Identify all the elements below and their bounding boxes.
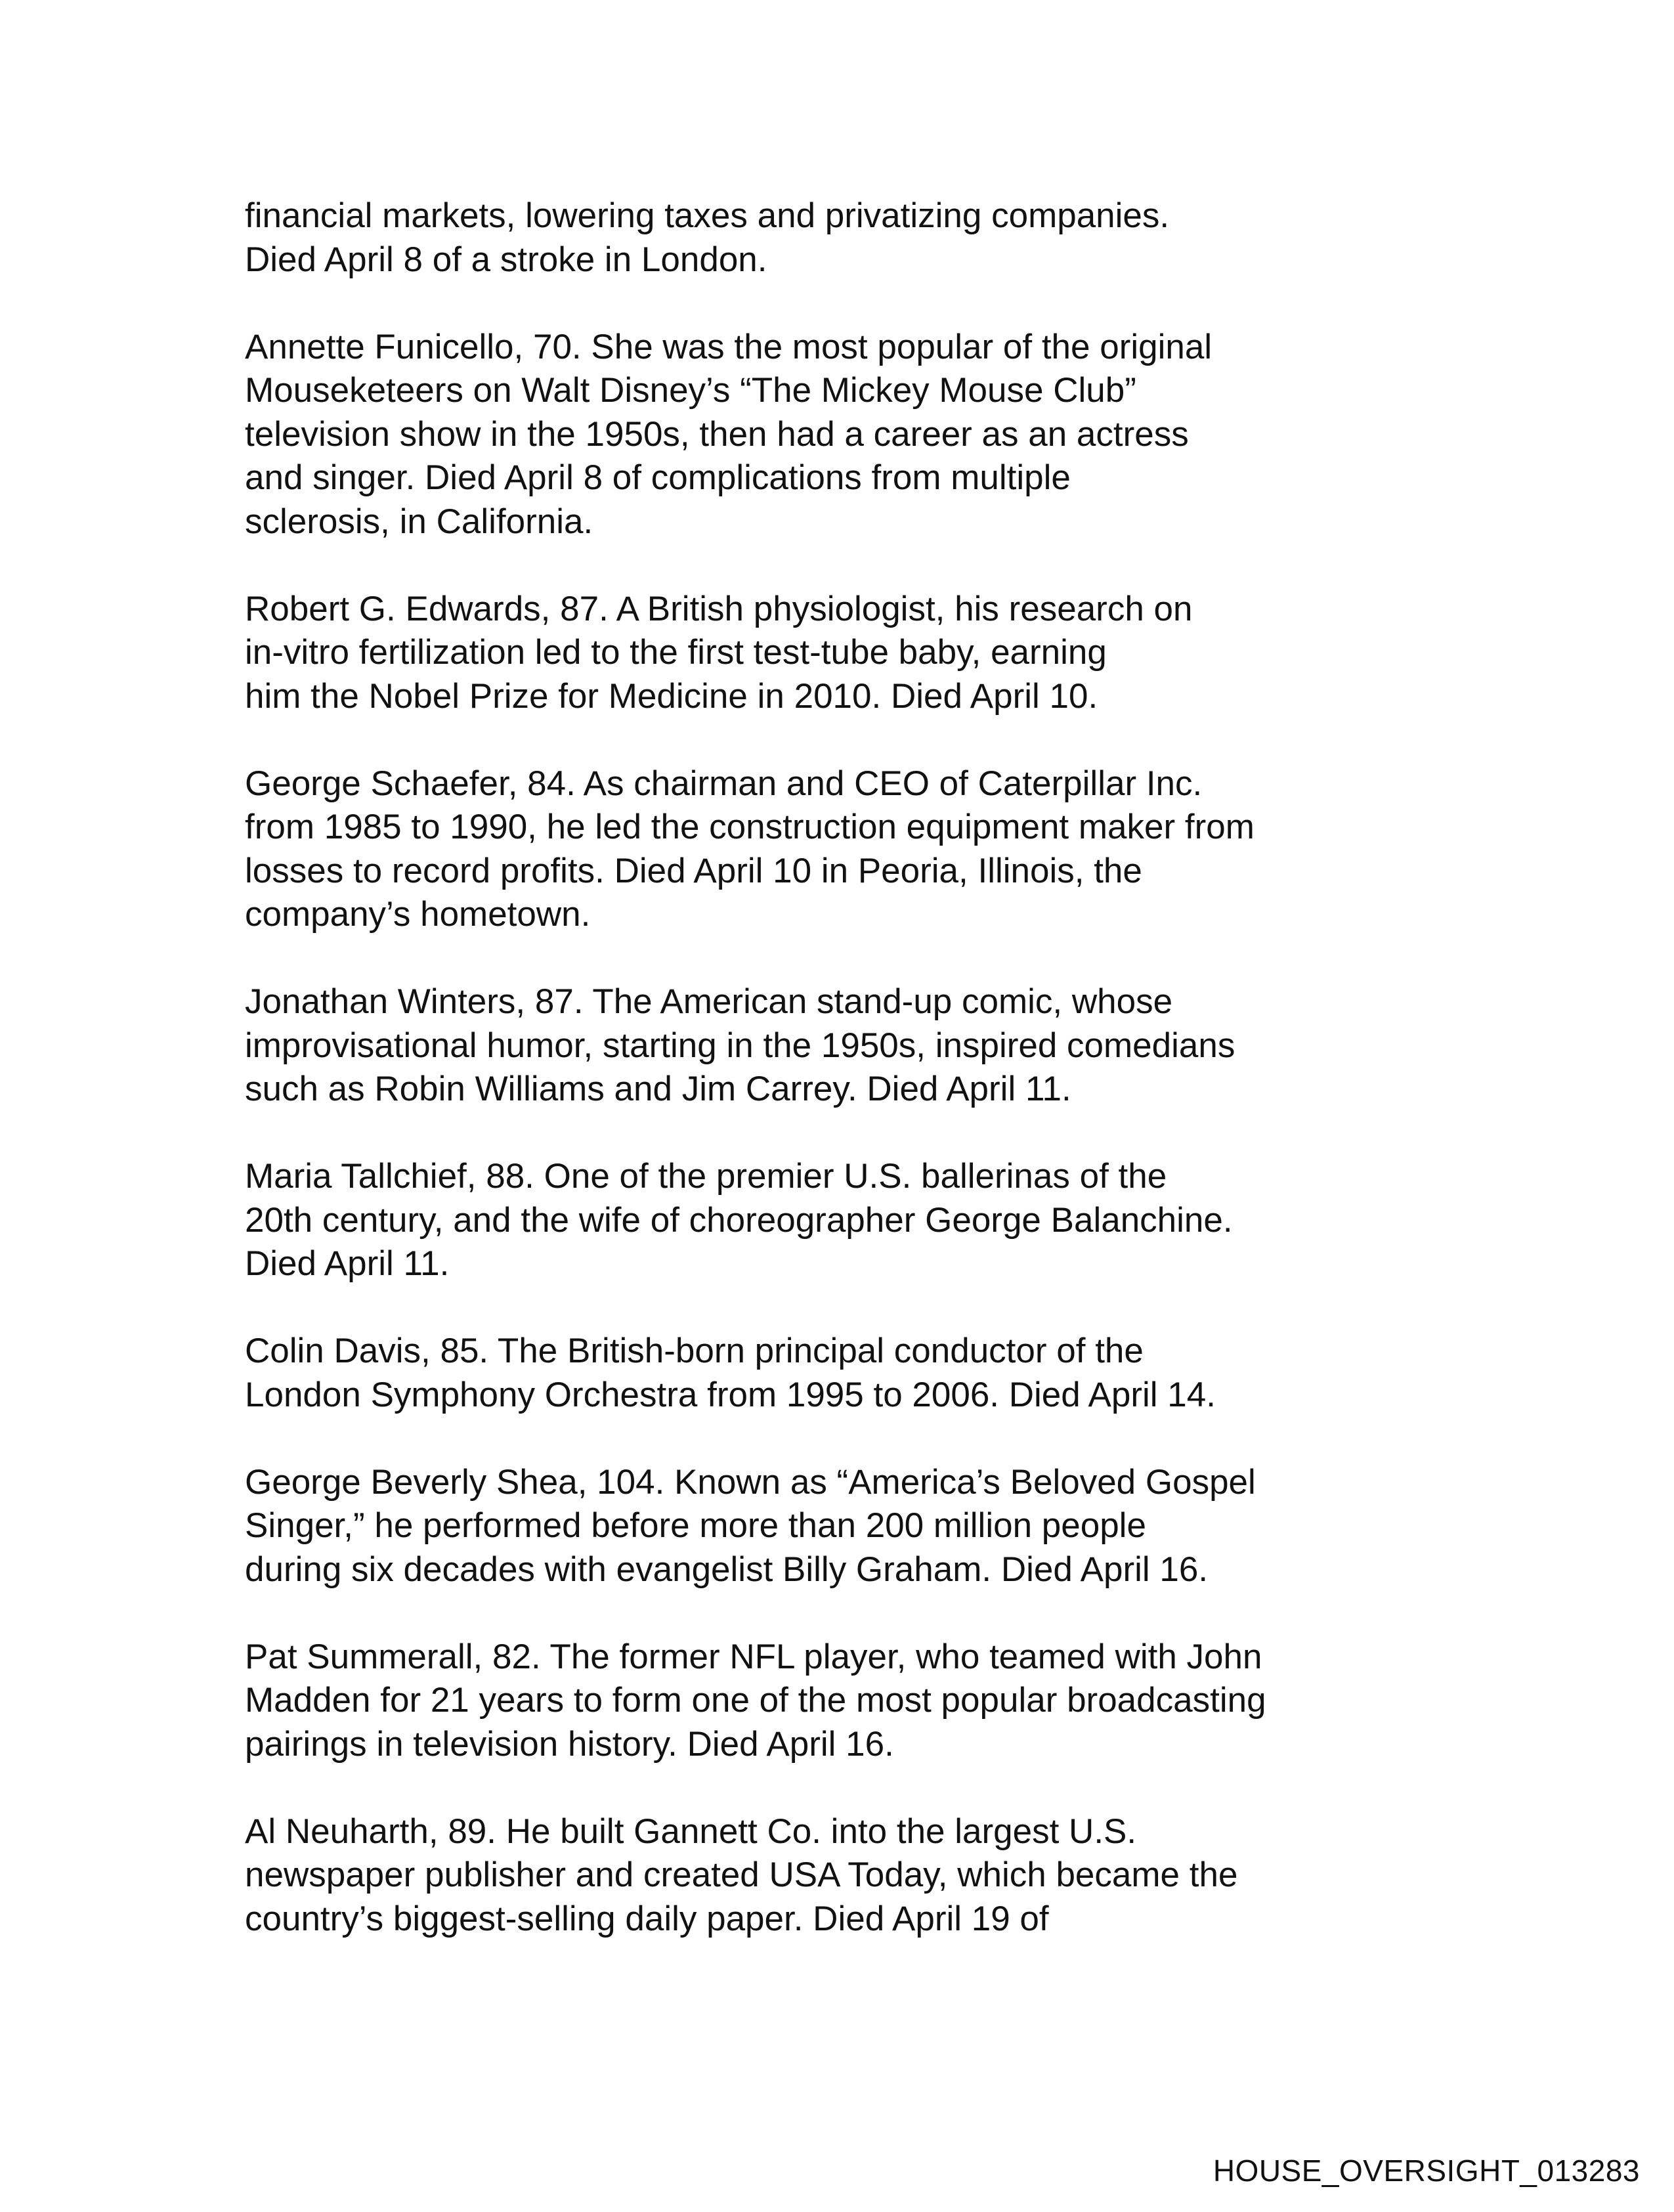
text-line: financial markets, lowering taxes and privatizing companies. [245,196,1170,235]
text-line: and singer. Died April 8 of complications from multiple [245,458,1071,497]
text-line: Robert G. Edwards, 87. A British physiologist, his research on [245,589,1193,628]
paragraph-colin-davis [245,1330,1400,1417]
text-line: London Symphony Orchestra from 1995 to 2006. Died April 14. [245,1375,1216,1414]
text-line: Died April 11. [245,1244,450,1283]
text-line: Singer,” he performed before more than 200 million people [245,1506,1146,1545]
text-line: Madden for 21 years to form one of the most popular broadcasting [245,1681,1266,1720]
text-line: Annette Funicello, 70. She was the most popular of the original [245,327,1213,366]
paragraph-pat-summerall [245,1636,1400,1767]
text-line: 20th century, and the wife of choreographer George Balanchine. [245,1200,1233,1240]
text-line: Colin Davis, 85. The British-born principal conductor of the [245,1332,1144,1370]
text-line: from 1985 to 1990, he led the construction equipment maker from [245,808,1255,846]
text-line: television show in the 1950s, then had a career as an actress [245,414,1189,454]
text-line: Died April 8 of a stroke in London. [245,240,767,279]
text-line: him the Nobel Prize for Medicine in 2010. Died April 10. [245,676,1098,716]
text-line: sclerosis, in California. [245,502,593,541]
text-line: George Beverly Shea, 104. Known as “America’s Beloved Gospel [245,1462,1256,1502]
paragraph-al-neuharth [245,1810,1400,1941]
text-line: Pat Summerall, 82. The former NFL player, who teamed with John [245,1637,1262,1676]
text-line: Jonathan Winters, 87. The American stand-up comic, whose [245,982,1173,1021]
text-line: pairings in television history. Died April 16. [245,1724,894,1764]
text-line: Mouseketeers on Walt Disney’s “The Mickey Mouse Club” [245,371,1136,410]
text-line: losses to record profits. Died April 10 in Peoria, Illinois, the [245,851,1142,890]
text-line: Al Neuharth, 89. He built Gannett Co. into the largest U.S. [245,1811,1137,1851]
text-line: Maria Tallchief, 88. One of the premier U.S. ballerinas of the [245,1157,1167,1196]
paragraph-george-beverly-shea [245,1461,1400,1592]
paragraph-george-schaefer [245,762,1400,937]
text-line: company’s hometown. [245,895,591,934]
text-line: such as Robin Williams and Jim Carrey. Died April 11. [245,1070,1071,1108]
paragraph-robert-edwards [245,588,1400,719]
paragraph-thatcher-continued [245,194,1400,282]
paragraph-annette-funicello [245,326,1400,544]
document-id-stamp: HOUSE_OVERSIGHT_013283 [1213,2154,1640,2188]
text-line: improvisational humor, starting in the 1950s, inspired comedians [245,1026,1235,1065]
paragraph-jonathan-winters [245,980,1400,1112]
paragraph-maria-tallchief [245,1155,1400,1286]
text-line: George Schaefer, 84. As chairman and CEO of Caterpillar Inc. [245,764,1203,803]
text-line: country’s biggest-selling daily paper. Died April 19 of [245,1899,1049,1938]
text-line: in-vitro fertilization led to the first test-tube baby, earning [245,633,1107,672]
text-line: newspaper publisher and created USA Today, which became the [245,1855,1238,1894]
obituary-text-column [245,194,1400,1985]
text-line: during six decades with evangelist Billy Graham. Died April 16. [245,1550,1209,1589]
